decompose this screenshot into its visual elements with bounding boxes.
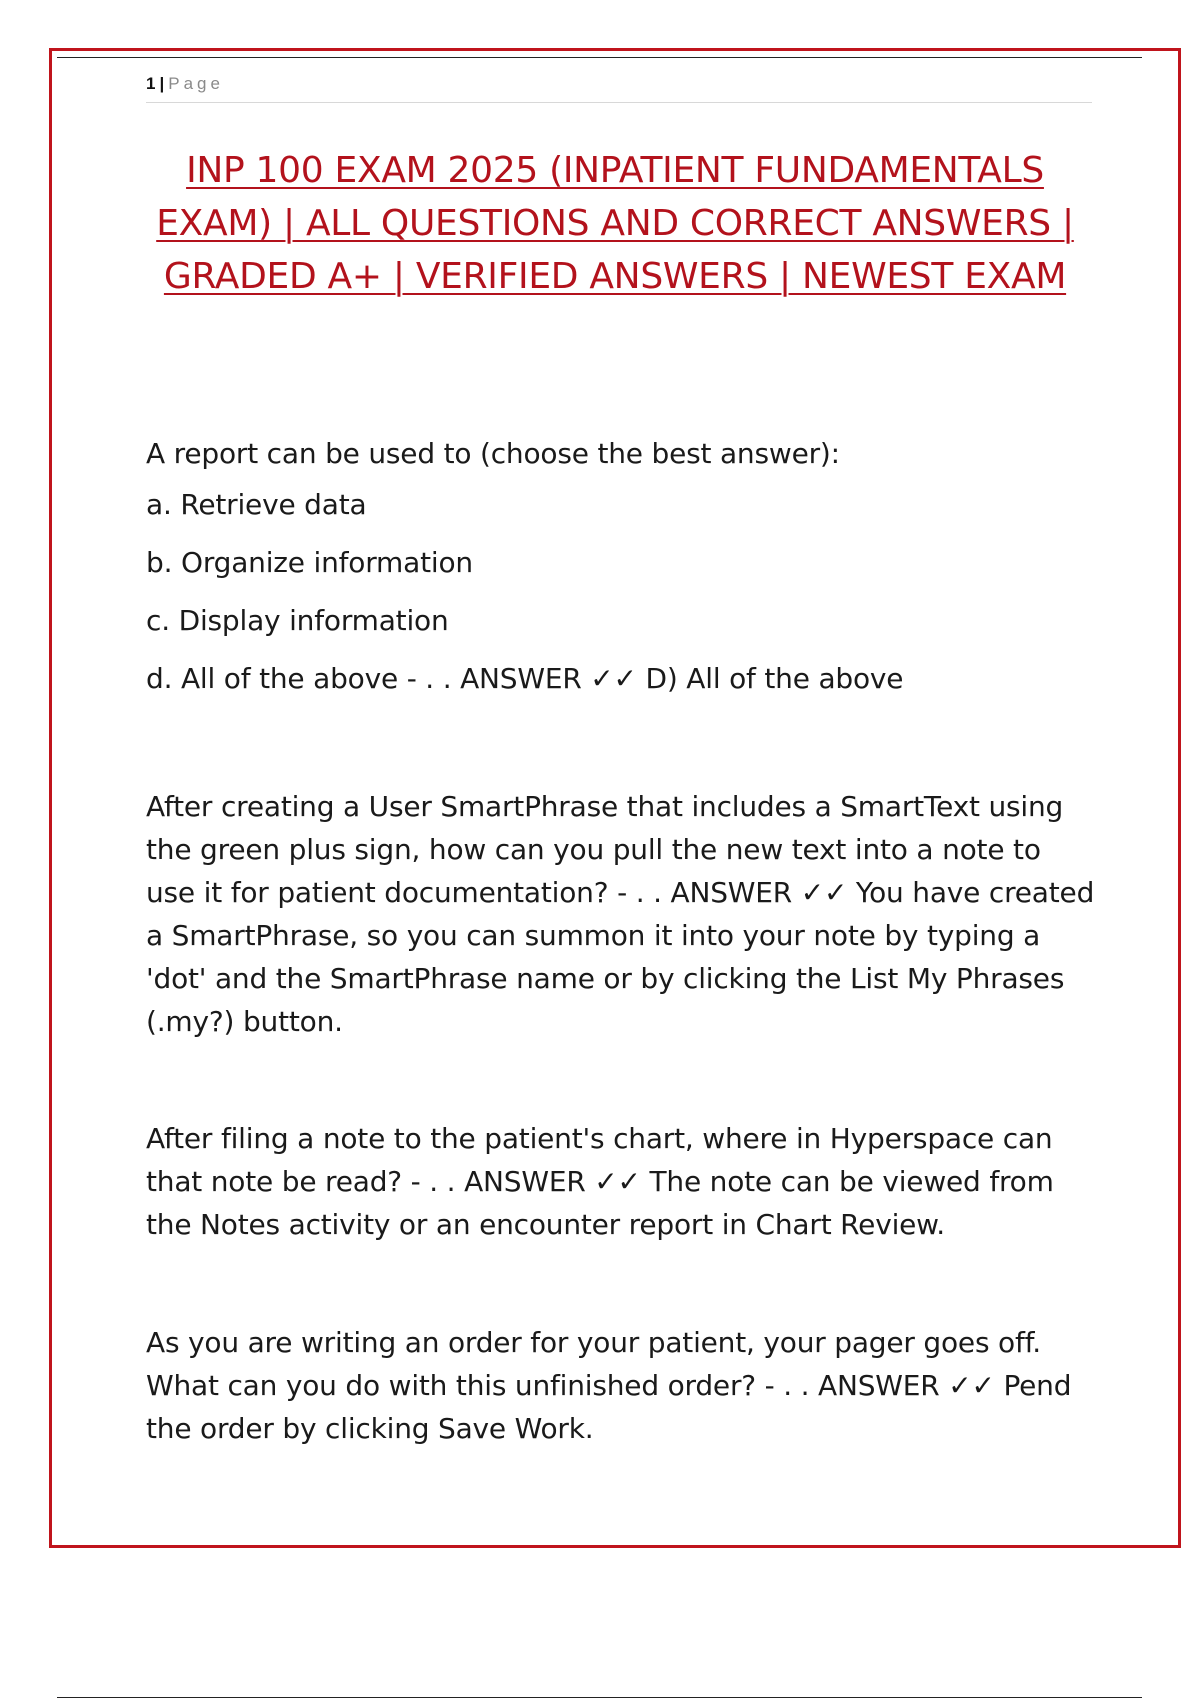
page-separator: | bbox=[159, 74, 165, 93]
question-2: After creating a User SmartPhrase that includes a SmartText using the green plus sign, how can you pull the new text into a note to use it for patient documentation? - . . ANSWER ✓✓ You have created a SmartPhrase, so you can summon it into your note by typing a 'dot' and the SmartPhrase name or by clicking the List My Phrases (.my?) button. bbox=[146, 790, 1095, 1038]
question-1-option-c: c. Display information bbox=[146, 604, 449, 637]
question-1-option-a: a. Retrieve data bbox=[146, 488, 367, 521]
page-header bbox=[146, 74, 1092, 103]
question-3: After filing a note to the patient's chart, where in Hyperspace can that note be read? - . . ANSWER ✓✓ The note can be viewed from the Notes activity or an encounter report in Chart Review. bbox=[146, 1122, 1054, 1241]
question-1-option-b: b. Organize information bbox=[146, 546, 473, 579]
question-1-prompt: A report can be used to (choose the best answer): bbox=[146, 437, 840, 470]
question-4: As you are writing an order for your patient, your pager goes off. What can you do with this unfinished order? - . . ANSWER ✓✓ Pend the order by clicking Save Work. bbox=[146, 1326, 1072, 1445]
top-rule bbox=[57, 57, 1142, 58]
question-1-option-d: d. All of the above - . . ANSWER ✓✓ D) All of the above bbox=[146, 662, 904, 695]
question-1 bbox=[146, 432, 1096, 708]
page-word: Page bbox=[168, 74, 224, 93]
document-title: INP 100 EXAM 2025 (INPATIENT FUNDAMENTALS EXAM) | ALL QUESTIONS AND CORRECT ANSWERS | GRADED A+ | VERIFIED ANSWERS | NEWEST EXAM bbox=[156, 150, 1074, 297]
bottom-rule bbox=[57, 1697, 1142, 1698]
page-number: 1 bbox=[146, 74, 156, 93]
